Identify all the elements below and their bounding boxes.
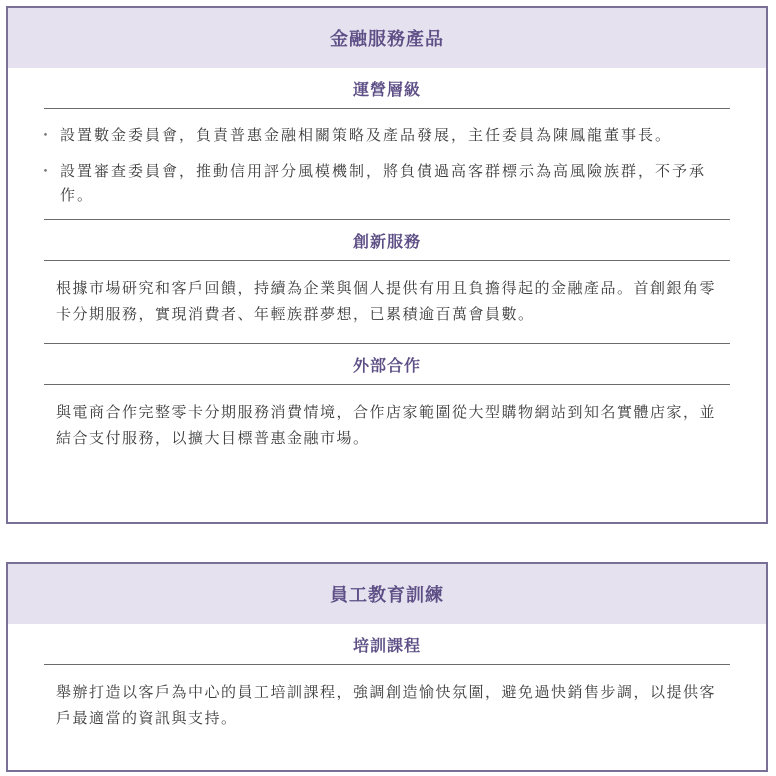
section-title-partnership: 外部合作 — [44, 344, 730, 385]
innovation-text: 根據市場研究和客戶回饋，持續為企業與個人提供有用且負擔得起的金融產品。首創銀角零卡分期服務，實現消費者、年輕族群夢想，已累積逾百萬會員數。 — [56, 279, 717, 323]
section-title-courses: 培訓課程 — [44, 624, 730, 665]
panel-title: 員工教育訓練 — [8, 564, 766, 624]
staff-training-panel — [6, 562, 768, 772]
list-item-text: 設置審查委員會，推動信用評分風模機制，將負債過高客群標示為高風險族群，不予承作。 — [60, 162, 707, 204]
section-title-operations: 運營層級 — [44, 68, 730, 109]
bullet-icon: ・ — [38, 162, 56, 180]
list-item — [38, 123, 726, 147]
list-item-text: 設置數金委員會，負責普惠金融相關策略及產品發展，主任委員為陳鳳龍董事長。 — [60, 126, 673, 144]
courses-text: 舉辦打造以客戶為中心的員工培訓課程，強調創造愉快氛圍，避免過快銷售步調，以提供客戶最適當的資訊與支持。 — [56, 683, 717, 727]
panel-title: 金融服務產品 — [8, 8, 766, 68]
operations-bullet-list — [8, 109, 766, 219]
list-item — [38, 159, 726, 207]
bullet-icon: ・ — [38, 126, 56, 144]
partnership-text: 與電商合作完整零卡分期服務消費情境，合作店家範圍從大型購物網站到知名實體店家，並結合支付服務，以擴大目標普惠金融市場。 — [56, 403, 717, 447]
section-title-innovation: 創新服務 — [44, 220, 730, 261]
finance-products-panel — [6, 6, 768, 524]
